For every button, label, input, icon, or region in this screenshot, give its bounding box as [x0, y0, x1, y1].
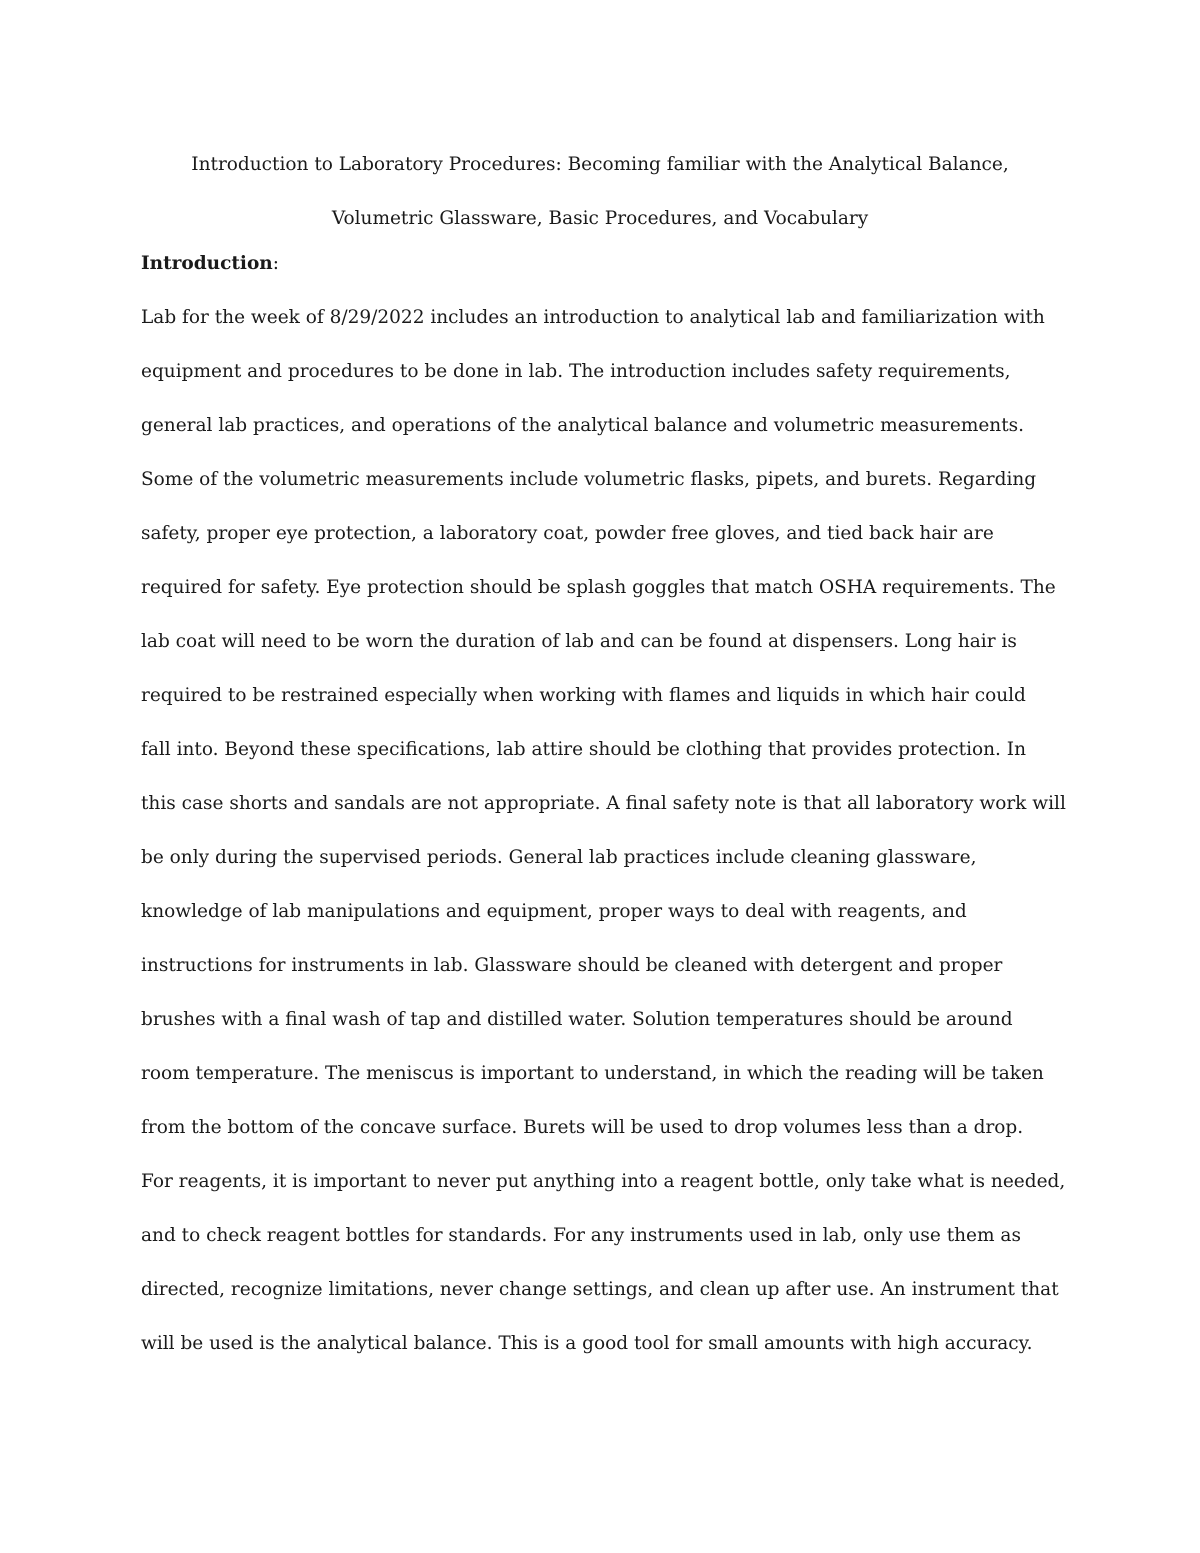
body-line: this case shorts and sandals are not appropriate. A final safety note is that all laboratory work will: [141, 793, 1066, 814]
body-line: will be used is the analytical balance. This is a good tool for small amounts with high accuracy.: [141, 1333, 1033, 1354]
body-line: room temperature. The meniscus is important to understand, in which the reading will be taken: [141, 1063, 1044, 1084]
body-line: lab coat will need to be worn the duration of lab and can be found at dispensers. Long hair is: [141, 631, 1017, 652]
body-line: required for safety. Eye protection should be splash goggles that match OSHA requirements. The: [141, 577, 1056, 598]
body-line: instructions for instruments in lab. Glassware should be cleaned with detergent and proper: [141, 955, 1003, 976]
section-heading-colon: :: [272, 253, 279, 274]
body-line: equipment and procedures to be done in lab. The introduction includes safety requirements,: [141, 361, 1011, 382]
body-line: required to be restrained especially when working with flames and liquids in which hair could: [141, 685, 1026, 706]
section-heading-text: Introduction: [141, 253, 273, 274]
body-line: from the bottom of the concave surface. Burets will be used to drop volumes less than a drop.: [141, 1117, 1024, 1138]
body-line: and to check reagent bottles for standards. For any instruments used in lab, only use them as: [141, 1225, 1021, 1246]
body-line: directed, recognize limitations, never change settings, and clean up after use. An instrument that: [141, 1279, 1059, 1300]
body-line: knowledge of lab manipulations and equipment, proper ways to deal with reagents, and: [141, 901, 967, 922]
document-title: [120, 138, 1080, 246]
body-paragraph: [141, 300, 1081, 1380]
body-line: be only during the supervised periods. General lab practices include cleaning glassware,: [141, 847, 977, 868]
body-line: For reagents, it is important to never put anything into a reagent bottle, only take what is needed,: [141, 1171, 1066, 1192]
body-line: safety, proper eye protection, a laboratory coat, powder free gloves, and tied back hair are: [141, 523, 994, 544]
body-line: brushes with a final wash of tap and distilled water. Solution temperatures should be around: [141, 1009, 1013, 1030]
body-line: fall into. Beyond these specifications, lab attire should be clothing that provides protection. In: [141, 739, 1027, 760]
body-line: Lab for the week of 8/29/2022 includes an introduction to analytical lab and familiarization with: [141, 307, 1045, 328]
section-heading-introduction: [141, 246, 279, 282]
body-line: general lab practices, and operations of the analytical balance and volumetric measurements.: [141, 415, 1025, 436]
body-line: Some of the volumetric measurements include volumetric flasks, pipets, and burets. Regarding: [141, 469, 1037, 490]
title-line-2: Volumetric Glassware, Basic Procedures, and Vocabulary: [331, 208, 869, 229]
title-line-1: Introduction to Laboratory Procedures: Becoming familiar with the Analytical Balance,: [191, 154, 1009, 175]
